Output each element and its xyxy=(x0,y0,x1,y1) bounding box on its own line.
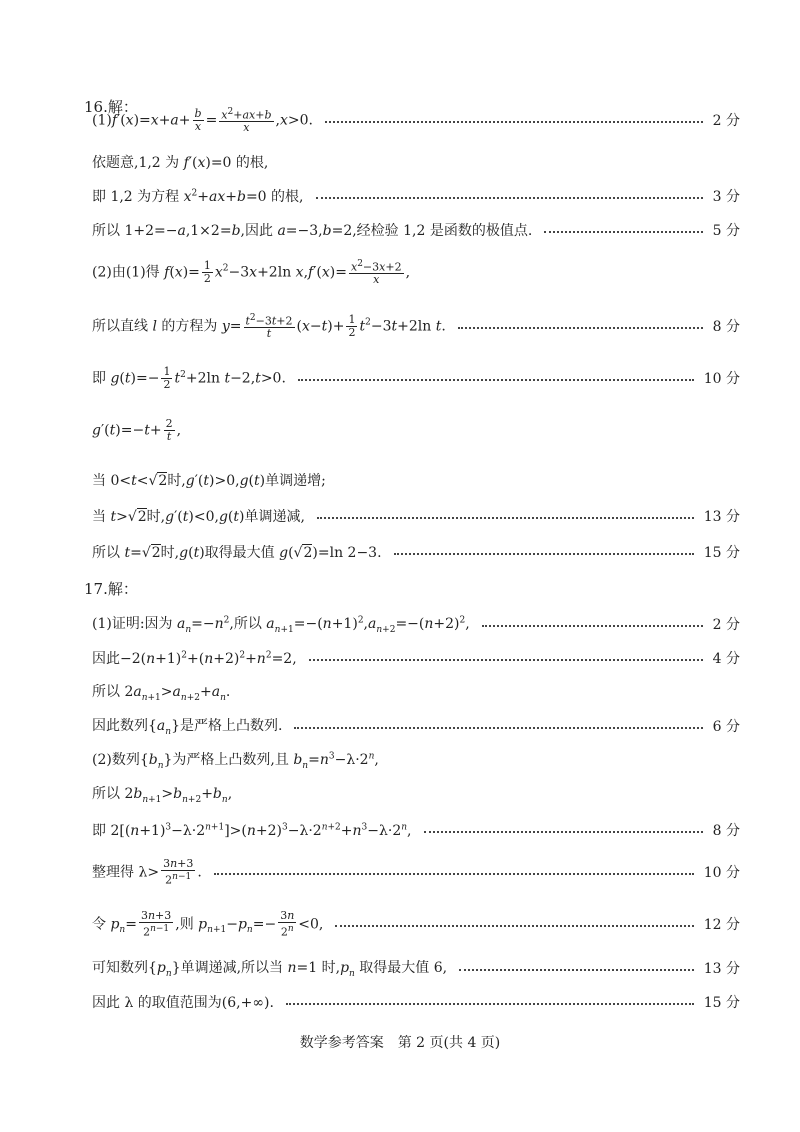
q16-line-8 xyxy=(92,416,740,444)
q16-line-2-math: 依题意,1,2 为 f′(x)=0 的根, xyxy=(92,155,269,171)
leader-dots xyxy=(458,327,703,329)
score: 15 分 xyxy=(703,995,740,1011)
leader-dots xyxy=(482,625,703,627)
q16-line-6-math: 所以直线 l 的方程为 y= $\frac{t^2-3t+2}{t}$ (x−t)+ $\frac{1}{2}$ $t^2-3t+2\ln$ t. xyxy=(92,312,446,341)
q17-line-3 xyxy=(92,678,740,706)
page-footer: 数学参考答案 第 2 页(共 4 页) xyxy=(299,1035,501,1051)
q17-line-6 xyxy=(92,780,740,808)
q17-line-11-math: 因此 λ 的取值范围为(6,+∞). xyxy=(92,995,274,1011)
leader-dots xyxy=(335,925,693,927)
leader-dots xyxy=(394,553,694,555)
leader-dots xyxy=(459,969,694,971)
q16-line-1-math: (1)f′(x)=x+a+ $\frac{b}{x}$ = $\frac{x^2+ax+b}{x}$ ,x>0. xyxy=(92,106,313,135)
q17-line-4-math: 因此数列$\{a_n\}$是严格上凸数列. xyxy=(92,718,283,737)
q16-line-10 xyxy=(92,502,740,530)
q17-line-10-math: 可知数列$\{p_n\}$单调递减,所以当 n=1 时$,p_n$ 取得最大值 6, xyxy=(92,960,448,979)
q16-line-9-math: 当 0<t<√2时,g′(t)>0,g(t)单调递增; xyxy=(92,473,326,489)
q17-line-7-math: 即 $2[(n+1)^3-\lambda\cdot 2^{n+1}]>(n+2)^3-\lambda\cdot 2^{n+2}+n^3-\lambda\cdot 2^n$, xyxy=(92,822,412,839)
leader-dots xyxy=(316,197,703,199)
score: 13 分 xyxy=(703,509,740,525)
q17-line-4 xyxy=(92,712,740,740)
q16-line-5 xyxy=(92,258,740,286)
leader-dots xyxy=(325,121,703,123)
score: 13 分 xyxy=(703,961,740,977)
q16-line-4 xyxy=(92,216,740,244)
q16-heading: 16.解： xyxy=(84,98,138,116)
q17-line-5 xyxy=(92,746,740,774)
q17-line-9 xyxy=(92,910,740,938)
leader-dots xyxy=(214,873,694,875)
q16-line-3 xyxy=(92,182,740,210)
q17-line-5-math: (2)数列$\{b_n\}$为严格上凸数列,且 $b_n=n^3-\lambda\cdot 2^n$, xyxy=(92,751,379,771)
score: 2 分 xyxy=(712,113,740,129)
q17-line-8-math: 整理得 λ> $\frac{3n+3}{2^{n-1}}$ . xyxy=(92,856,202,887)
q16-line-7 xyxy=(92,364,740,392)
leader-dots xyxy=(286,1003,694,1005)
q16-line-2 xyxy=(92,148,740,176)
q16-line-4-math: 所以 1+2=−a,1×2=b,因此 a=−3,b=2,经检验 1,2 是函数的极值点. xyxy=(92,223,533,239)
leader-dots xyxy=(294,727,702,729)
score: 12 分 xyxy=(703,917,740,933)
leader-dots xyxy=(317,517,694,519)
score: 3 分 xyxy=(712,189,740,205)
q16-line-11-math: 所以 t=√2时,g(t)取得最大值 g(√2)=ln 2−3. xyxy=(92,545,382,561)
q16-line-6 xyxy=(92,312,740,340)
q16-line-8-math: g′(t)=−t+ $\frac{2}{t}$ , xyxy=(92,416,182,443)
score: 4 分 xyxy=(712,651,740,667)
leader-dots xyxy=(298,379,694,381)
q17-heading: 17.解： xyxy=(84,580,138,598)
score: 6 分 xyxy=(712,719,740,735)
q17-line-2 xyxy=(92,644,740,672)
q17-line-1-math: (1)证明:因为 $a_n=-n^2$,所以 $a_{n+1}=-(n+1)^2,a_{n+2}=-(n+2)^2$, xyxy=(92,615,470,635)
score: 15 分 xyxy=(703,545,740,561)
q17-line-10 xyxy=(92,954,740,982)
q16-line-7-math: 即 g(t)=− $\frac{1}{2}$ $t^2+2\ln$ t−2,t>0. xyxy=(92,364,286,391)
q16-line-11 xyxy=(92,538,740,566)
score: 8 分 xyxy=(712,319,740,335)
q16-line-1 xyxy=(92,106,740,134)
q17-line-8 xyxy=(92,858,740,886)
q17-line-3-math: 所以 $2a_{n+1}>a_{n+2}+a_n$. xyxy=(92,684,231,703)
leader-dots xyxy=(309,659,703,661)
q17-line-11 xyxy=(92,988,740,1016)
score: 10 分 xyxy=(703,865,740,881)
q17-line-2-math: 因此$-2(n+1)^2+(n+2)^2+n^2=2$, xyxy=(92,650,297,667)
score: 2 分 xyxy=(712,617,740,633)
q16-line-3-math: 即 1,2 为方程 $x^2+ax+b=0$ 的根, xyxy=(92,188,304,205)
q17-line-9-math: 令 $p_n=$ $\frac{3n+3}{2^{n-1}}$ ,则 $p_{n+1}-p_n=-$ $\frac{3n}{2^n}$ <0, xyxy=(92,908,324,939)
score: 5 分 xyxy=(712,223,740,239)
q16-line-5-math: (2)由(1)得 f(x)= $\frac{1}{2}$ $x^2-3x+2\ln$ x,f′(x)= $\frac{x^2-3x+2}{x}$ , xyxy=(92,258,411,287)
leader-dots xyxy=(424,831,703,833)
score: 8 分 xyxy=(712,823,740,839)
q17-line-1 xyxy=(92,610,740,638)
q16-line-10-math: 当 t>√2时,g′(t)<0,g(t)单调递减, xyxy=(92,509,305,525)
leader-dots xyxy=(544,231,702,233)
score: 10 分 xyxy=(703,371,740,387)
q16-line-9 xyxy=(92,466,740,494)
q17-line-6-math: 所以 $2b_{n+1}>b_{n+2}+b_n$, xyxy=(92,786,233,805)
q17-line-7 xyxy=(92,816,740,844)
